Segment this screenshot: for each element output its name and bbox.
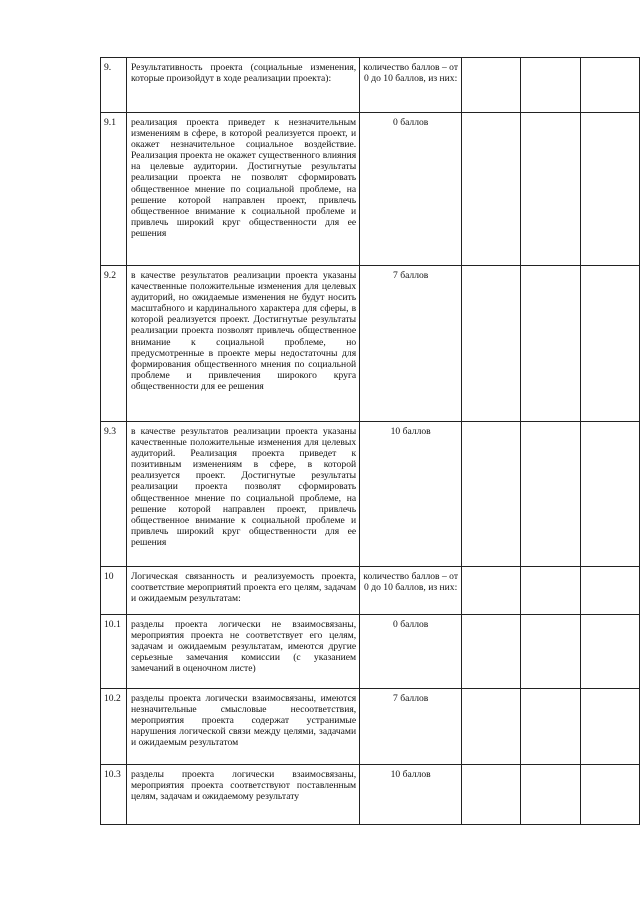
empty-cell [462,689,521,765]
empty-cell [581,567,640,615]
empty-cell [462,567,521,615]
criterion-text: Логическая связанность и реализуемость проекта, соответствие мероприятий проекта его целям, задачам и ожидаемым результатам: [126,567,359,615]
empty-cell [581,113,640,266]
empty-cell [521,567,581,615]
empty-cell [462,266,521,422]
empty-cell [521,615,581,689]
criterion-text: разделы проекта логически не взаимосвязаны, мероприятия проекта не соответствует его целям, задачам и ожидаемым результатам, имеются другие серьезные замечания комиссии (с указанием замечаний в оценочном листе) [126,615,359,689]
table-row [101,113,640,266]
empty-cell [581,58,640,113]
empty-cell [521,765,581,825]
table-row [101,58,640,113]
empty-cell [462,765,521,825]
table-row [101,422,640,567]
table-row [101,266,640,422]
table-row [101,765,640,825]
empty-cell [521,58,581,113]
row-number: 10.3 [101,765,127,825]
criterion-text: разделы проекта логически взаимосвязаны, имеются незначительные смысловые несоответствия, мероприятия проекта содержат устранимые нарушения логической связи между целями, задачами и ожидаемым результатом [126,689,359,765]
score-cell: 10 баллов [360,765,462,825]
row-number: 9.2 [101,266,127,422]
row-number: 9. [101,58,127,113]
criterion-text: реализация проекта приведет к незначительным изменениям в сфере, в которой реализуется проект, и окажет незначительное социальное воздействие. Реализация проекта не окажет существенного влияния на целевые аудитории. Достигнутые результаты реализации проекта не позволят сформировать общественное мнение по социальной проблеме, на решение которой направлен проект, привлечь общественное внимание к социальной проблеме и привлечь широкий круг общественности для ее решения [126,113,359,266]
criterion-text: разделы проекта логически взаимосвязаны, мероприятия проекта соответствуют поставленным целям, задачам и ожидаемому результату [126,765,359,825]
table-row [101,689,640,765]
criterion-text: в качестве результатов реализации проекта указаны качественные положительные изменения для целевых аудиторий, но ожидаемые изменения не будут носить масштабного и кардинального характера для сферы, в которой реализуется проект. Достигнутые результаты реализации проекта позволят привлечь общественное внимание к социальной проблеме, но предусмотренные в проекте меры недостаточны для формирования общественного мнения по социальной проблеме и привлечения широкого круга общественности для ее решения [126,266,359,422]
empty-cell [462,615,521,689]
criterion-text: в качестве результатов реализации проекта указаны качественные положительные изменения для целевых аудиторий. Реализация проекта приведет к позитивным изменениям в сфере, в которой реализуется проект. Достигнутые результаты реализации проекта позволят сформировать общественное мнение по социальной проблеме, на решение которой направлен проект, привлечь общественное внимание к социальной проблеме и привлечь широкий круг общественности для ее решения [126,422,359,567]
row-number: 10.1 [101,615,127,689]
row-number: 9.1 [101,113,127,266]
empty-cell [581,689,640,765]
empty-cell [581,615,640,689]
empty-cell [581,422,640,567]
table-row [101,615,640,689]
criterion-text: Результативность проекта (социальные изменения, которые произойдут в ходе реализации проекта): [126,58,359,113]
empty-cell [581,266,640,422]
empty-cell [521,113,581,266]
table-row [101,567,640,615]
row-number: 10.2 [101,689,127,765]
score-cell: 7 баллов [360,689,462,765]
score-cell: 0 баллов [360,113,462,266]
score-cell: 7 баллов [360,266,462,422]
empty-cell [581,765,640,825]
score-cell: 0 баллов [360,615,462,689]
empty-cell [462,113,521,266]
score-cell: 10 баллов [360,422,462,567]
criteria-table [100,57,640,825]
row-number: 9.3 [101,422,127,567]
row-number: 10 [101,567,127,615]
empty-cell [521,422,581,567]
empty-cell [521,266,581,422]
score-cell: количество баллов – от 0 до 10 баллов, из них: [360,58,462,113]
empty-cell [462,422,521,567]
score-cell: количество баллов – от 0 до 10 баллов, из них: [360,567,462,615]
empty-cell [521,689,581,765]
empty-cell [462,58,521,113]
